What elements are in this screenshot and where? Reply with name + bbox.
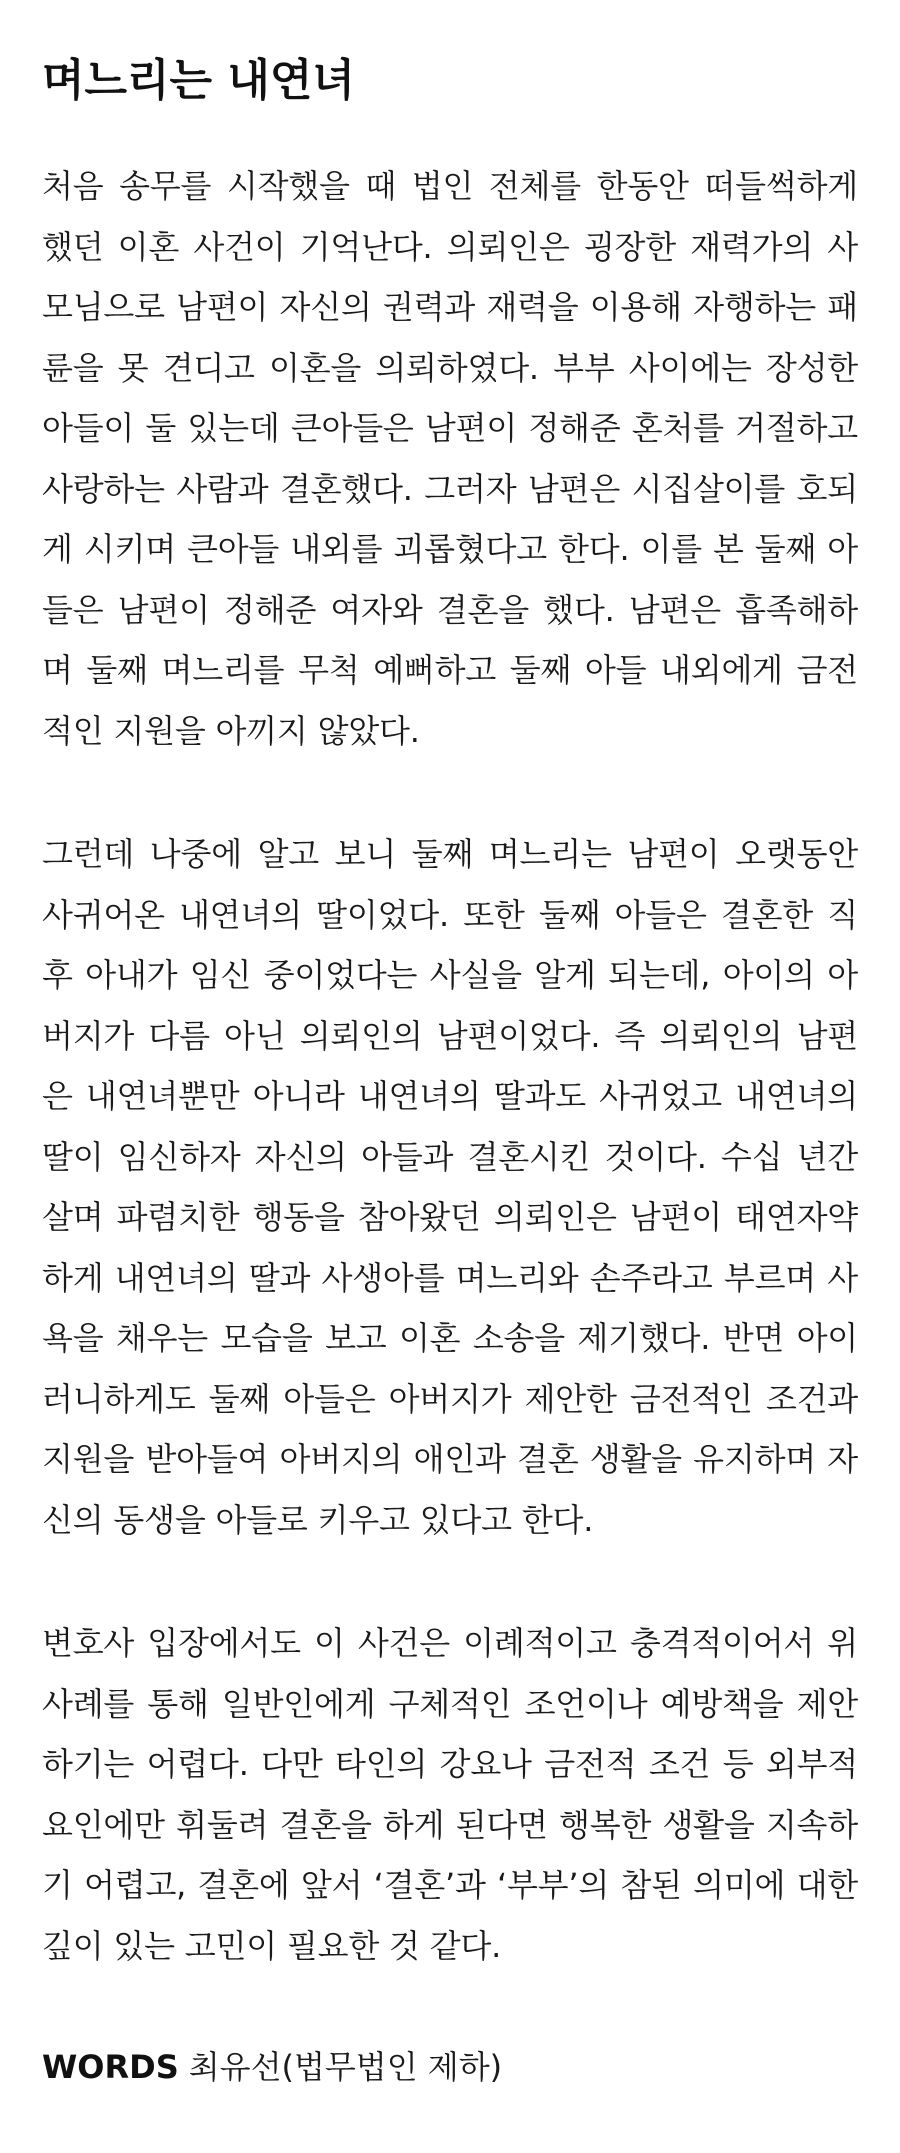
article-paragraph-1: 처음 송무를 시작했을 때 법인 전체를 한동안 떠들썩하게 했던 이혼 사건이 기억난다. 의뢰인은 굉장한 재력가의 사모님으로 남편이 자신의 권력과 재력을 이용해 자행하는 패륜을 못 견디고 이혼을 의뢰하였다. 부부 사이에는 장성한 아들이 둘 있는데 큰아들은 남편이 정해준 혼처를 거절하고 사랑하는 사람과 결혼했다. 그러자 남편은 시집살이를 호되게 시키며 큰아들 내외를 괴롭혔다고 한다. 이를 본 둘째 아들은 남편이 정해준 여자와 결혼을 했다. 남편은 흡족해하며 둘째 며느리를 무척 예뻐하고 둘째 아들 내외에게 금전적인 지원을 아끼지 않았다. (42, 167, 858, 750)
article-paragraph-2: 그런데 나중에 알고 보니 둘째 며느리는 남편이 오랫동안 사귀어온 내연녀의 딸이었다. 또한 둘째 아들은 결혼한 직후 아내가 임신 중이었다는 사실을 알게 되는데, 아이의 아버지가 다름 아닌 의뢰인의 남편이었다. 즉 의뢰인의 남편은 내연녀뿐만 아니라 내연녀의 딸과도 사귀었고 내연녀의 딸이 임신하자 자신의 아들과 결혼시킨 것이다. 수십 년간 살며 파렴치한 행동을 참아왔던 의뢰인은 남편이 태연자약하게 내연녀의 딸과 사생아를 며느리와 손주라고 부르며 사욕을 채우는 모습을 보고 이혼 소송을 제기했다. 반면 아이러니하게도 둘째 아들은 아버지가 제안한 금전적인 조건과 지원을 받아들여 아버지의 애인과 결혼 생활을 유지하며 자신의 동생을 아들로 키우고 있다고 한다. (42, 835, 858, 1539)
byline (42, 2039, 858, 2095)
article-title: 며느리는 내연녀 (42, 55, 355, 106)
byline-label: WORDS (42, 2048, 179, 2086)
article-paragraph-3: 변호사 입장에서도 이 사건은 이례적이고 충격적이어서 위 사례를 통해 일반인에게 구체적인 조언이나 예방책을 제안하기는 어렵다. 다만 타인의 강요나 금전적 조건 등 외부적 요인에만 휘둘려 결혼을 하게 된다면 행복한 생활을 지속하기 어렵고, 결혼에 앞서 ‘결혼’과 ‘부부’의 참된 의미에 대한 깊이 있는 고민이 필요한 것 같다. (42, 1624, 858, 1965)
byline-author: 최유선(법무법인 제하) (188, 2048, 503, 2086)
